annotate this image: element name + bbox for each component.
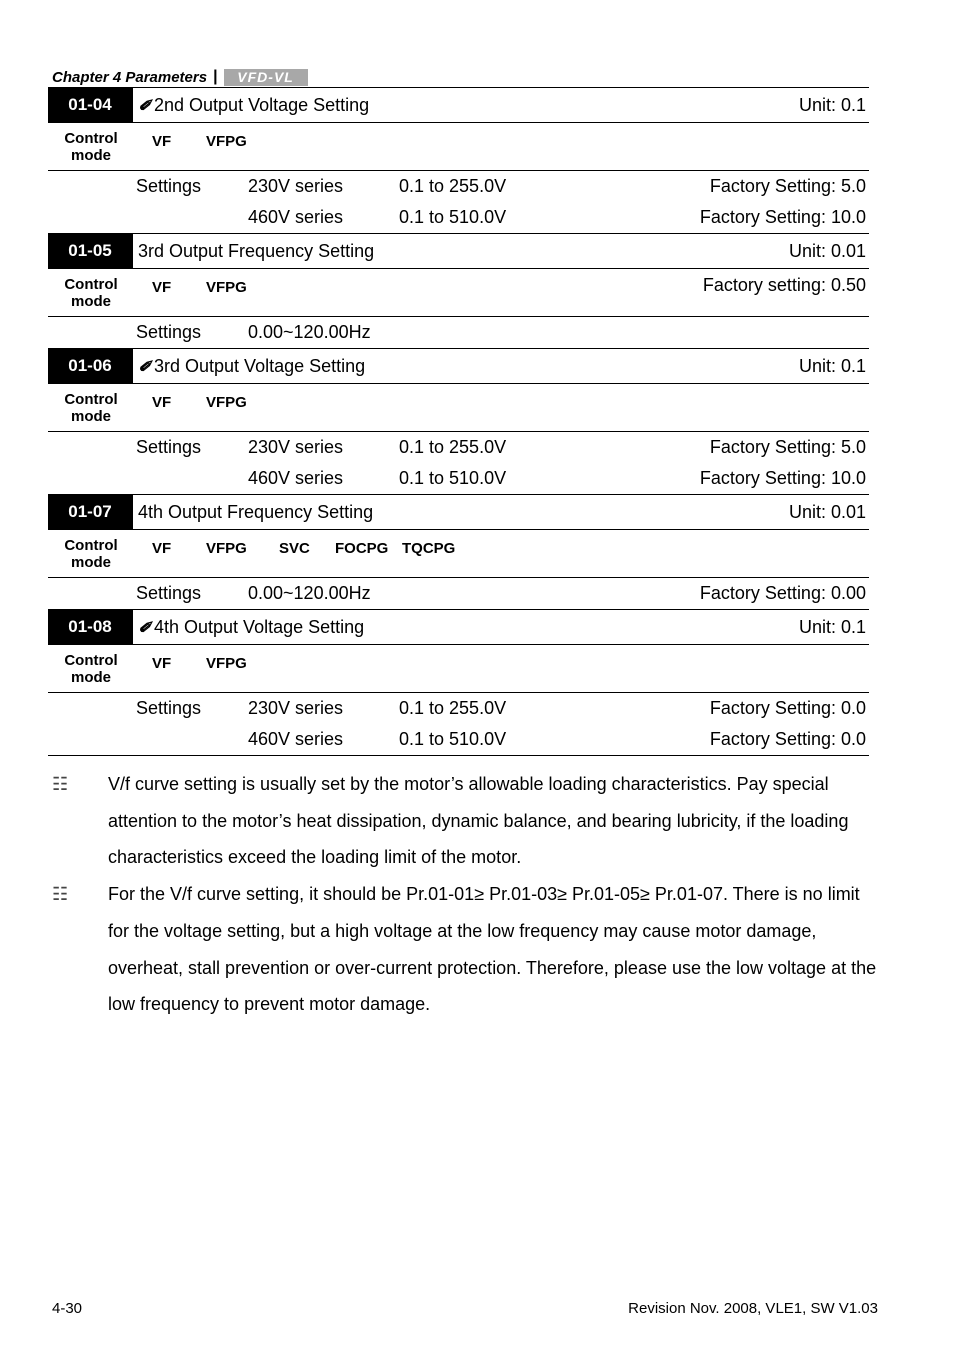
note-item: [52, 876, 882, 1023]
control-mode: VF: [152, 540, 172, 557]
settings-row: [48, 724, 869, 755]
control-mode-label-line: mode: [70, 408, 111, 425]
control-modes: [134, 123, 279, 150]
control-mode: SVC: [279, 540, 310, 557]
settings-series: 460V series: [248, 207, 344, 227]
parameter-name: [138, 95, 799, 116]
parameter-name: [138, 356, 799, 377]
control-mode: VF: [152, 279, 172, 296]
control-mode-row: [48, 384, 869, 432]
parameter-name-text: 3rd Output Voltage Setting: [154, 355, 366, 376]
settings-label: Settings: [136, 176, 202, 196]
control-mode: VFPG: [206, 394, 247, 411]
control-mode-label-line: Control: [64, 391, 118, 408]
parameter-block: [48, 348, 869, 494]
control-mode-label: [48, 269, 134, 310]
factory-setting: Factory Setting: 5.0: [709, 437, 866, 457]
settings-row: [48, 171, 869, 202]
control-mode: VFPG: [206, 133, 247, 150]
page-header: [52, 66, 308, 88]
parameter-list: [48, 87, 869, 756]
parameter-name: [138, 502, 789, 523]
settings-range: 0.1 to 255.0V: [399, 176, 507, 196]
settings-range: 0.1 to 510.0V: [399, 468, 507, 488]
parameter-code: 01-07: [48, 495, 132, 529]
parameter-block: [48, 494, 869, 609]
parameter-unit: Unit: 0.1: [798, 616, 866, 637]
control-mode-label: [48, 123, 134, 164]
parameter-title: [132, 349, 869, 383]
settings-range: 0.1 to 510.0V: [399, 729, 507, 749]
revision-info: Revision Nov. 2008, VLE1, SW V1.03: [628, 1300, 878, 1317]
factory-setting: Factory Setting: 0.0: [709, 698, 866, 718]
settings-range: 0.1 to 510.0V: [399, 207, 507, 227]
control-mode-label-line: mode: [70, 147, 111, 164]
parameter-title: [132, 495, 869, 529]
settings-series: 0.00~120.00Hz: [248, 583, 371, 603]
parameter-title: [132, 610, 869, 644]
product-logo: VFD-VL: [224, 69, 308, 86]
settings-row: [48, 317, 869, 348]
factory-setting: Factory Setting: 0.0: [709, 729, 866, 749]
control-mode-row: [48, 123, 869, 171]
pen-icon: ✐: [138, 619, 152, 637]
note-item: [52, 766, 882, 876]
parameter-unit: Unit: 0.1: [798, 355, 866, 376]
control-mode-label-line: Control: [64, 276, 118, 293]
settings-row: [48, 202, 869, 233]
settings-row: [48, 578, 869, 609]
settings-row: [48, 463, 869, 494]
settings-series: 230V series: [248, 176, 344, 196]
parameter-name: [138, 241, 789, 262]
parameter-unit: Unit: 0.01: [788, 501, 866, 522]
parameter-title-row: [48, 349, 869, 384]
control-mode-row: [48, 269, 869, 317]
control-mode-label-line: Control: [64, 537, 118, 554]
control-mode-label-line: mode: [70, 293, 111, 310]
control-mode: VF: [152, 655, 172, 672]
parameter-name-text: 2nd Output Voltage Setting: [154, 94, 370, 115]
parameter-title-row: [48, 88, 869, 123]
control-mode-label-line: mode: [70, 669, 111, 686]
header-separator: |: [213, 68, 218, 85]
settings-series: 460V series: [248, 729, 344, 749]
parameter-code: 01-05: [48, 234, 132, 268]
chapter-title: Chapter 4 Parameters: [52, 68, 208, 86]
parameter-code: 01-06: [48, 349, 132, 383]
control-mode: VFPG: [206, 655, 247, 672]
settings-row: [48, 693, 869, 724]
factory-setting: Factory Setting: 10.0: [699, 207, 866, 227]
settings-series: 0.00~120.00Hz: [248, 322, 371, 342]
settings-label: Settings: [136, 322, 202, 342]
control-modes: [134, 530, 472, 557]
control-mode-label-line: Control: [64, 652, 118, 669]
parameter-code: 01-08: [48, 610, 132, 644]
parameter-block: [48, 609, 869, 756]
settings-series: 460V series: [248, 468, 344, 488]
note-text: For the V/f curve setting, it should be Pr.01-01≥ Pr.01-03≥ Pr.01-05≥ Pr.01-07. There is no limit for the voltage setting, but a high voltage at the low frequency may cause motor damage, overheat, stall prevention or over-current protection. Therefore, please use the low voltage at the low frequency to prevent motor damage.: [108, 884, 877, 1015]
parameter-title: [132, 234, 869, 268]
factory-setting: Factory Setting: 5.0: [709, 176, 866, 196]
book-icon: ☷: [52, 774, 69, 794]
settings-label: Settings: [136, 437, 202, 457]
pen-icon: ✐: [138, 358, 152, 376]
parameter-name-text: 3rd Output Frequency Setting: [138, 240, 375, 261]
settings-row: [48, 432, 869, 463]
settings-label: Settings: [136, 698, 202, 718]
book-icon: ☷: [52, 884, 69, 905]
parameter-block: [48, 87, 869, 233]
control-modes: [134, 645, 279, 672]
control-mode-label: [48, 384, 134, 425]
control-mode-row: [48, 645, 869, 693]
control-mode: FOCPG: [335, 540, 389, 557]
settings-range: 0.1 to 255.0V: [399, 437, 507, 457]
control-mode-label-line: mode: [70, 554, 111, 571]
page-number: 4-30: [52, 1300, 83, 1317]
parameter-code: 01-04: [48, 88, 132, 122]
factory-setting: Factory Setting: 10.0: [699, 468, 866, 488]
control-mode: VFPG: [206, 540, 247, 557]
control-mode: VFPG: [206, 279, 247, 296]
parameter-title: [132, 88, 869, 122]
settings-series: 230V series: [248, 437, 344, 457]
control-mode: TQCPG: [402, 540, 456, 557]
control-modes: [134, 384, 279, 411]
control-mode: VF: [152, 394, 172, 411]
note-text: V/f curve setting is usually set by the motor’s allowable loading characteristics. Pay special attention to the motor’s heat dissipation, dynamic balance, and bearing lubricity, if the loading characteristics exceed the loading limit of the motor.: [108, 774, 849, 868]
factory-setting: Factory Setting: 0.00: [699, 583, 866, 603]
settings-series: 230V series: [248, 698, 344, 718]
notes-section: [52, 766, 882, 1023]
parameter-title-row: [48, 495, 869, 530]
control-mode-label: [48, 645, 134, 686]
control-mode-label: [48, 530, 134, 571]
parameter-title-row: [48, 610, 869, 645]
control-mode: VF: [152, 133, 172, 150]
parameter-name-text: 4th Output Voltage Setting: [154, 616, 365, 637]
settings-range: 0.1 to 255.0V: [399, 698, 507, 718]
control-mode-label-line: Control: [64, 130, 118, 147]
parameter-title-row: [48, 234, 869, 269]
parameter-unit: Unit: 0.01: [788, 240, 866, 261]
settings-label: Settings: [136, 583, 202, 603]
pen-icon: ✐: [138, 97, 152, 115]
factory-setting: Factory setting: 0.50: [702, 275, 866, 295]
parameter-unit: Unit: 0.1: [798, 94, 866, 115]
control-mode-row: [48, 530, 869, 578]
parameter-block: [48, 233, 869, 348]
parameter-name-text: 4th Output Frequency Setting: [138, 501, 374, 522]
parameter-name: [138, 617, 799, 638]
control-modes: [134, 269, 279, 296]
